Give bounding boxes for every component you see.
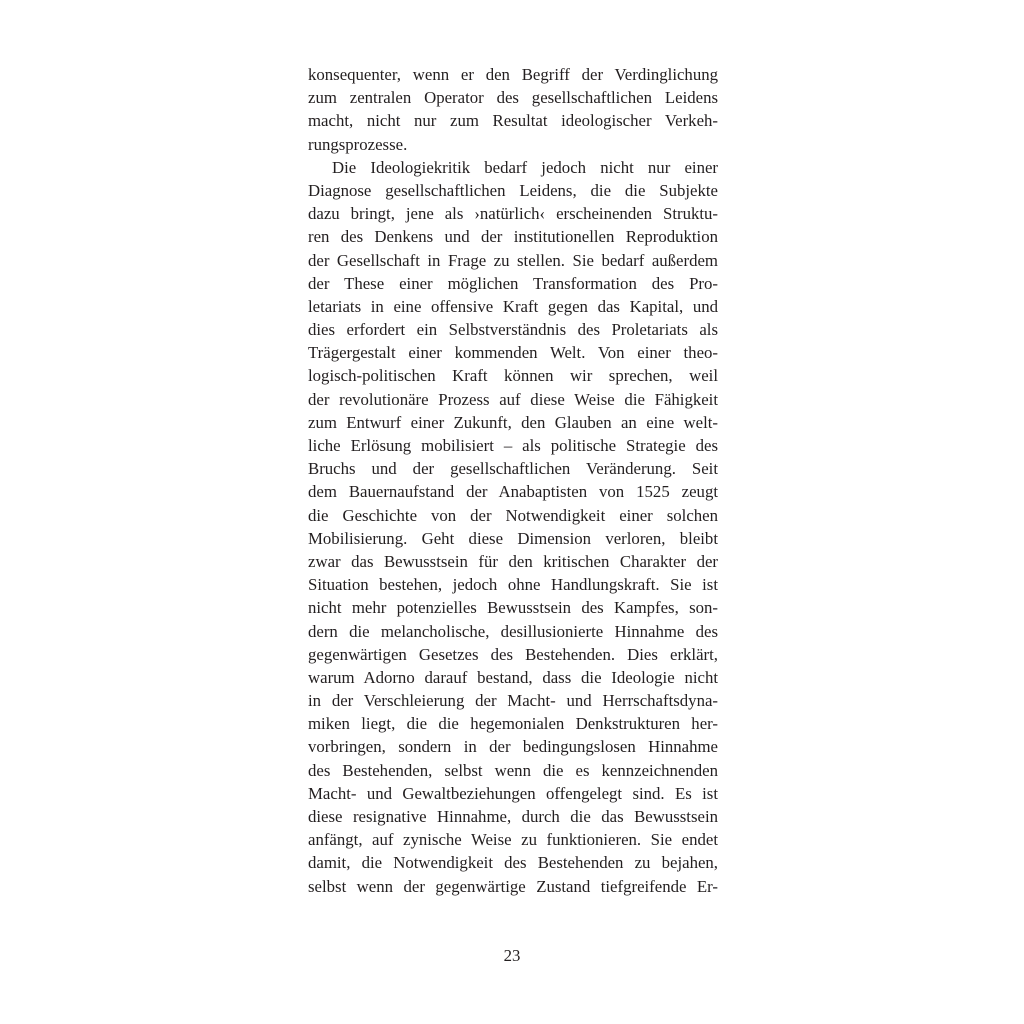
- text-line: Mobilisierung. Geht diese Dimension verloren, bleibt: [308, 528, 718, 548]
- text-line: logisch-politischen Kraft können wir sprechen, weil: [308, 366, 718, 386]
- text-line: damit, die Notwendigkeit des Bestehenden zu bejahen,: [308, 853, 718, 873]
- text-line: Situation bestehen, jedoch ohne Handlungskraft. Sie ist: [308, 575, 718, 595]
- text-line: selbst wenn der gegenwärtige Zustand tiefgreifende Er-: [308, 876, 718, 896]
- text-line: des Bestehenden, selbst wenn die es kennzeichnenden: [308, 760, 718, 780]
- text-line: Diagnose gesellschaftlichen Leidens, die die Subjekte: [308, 180, 718, 200]
- text-line: der revolutionäre Prozess auf diese Weise die Fähigkeit: [308, 389, 718, 409]
- text-line: miken liegt, die die hegemonialen Denkstrukturen her-: [308, 714, 718, 734]
- text-line: nicht mehr potenzielles Bewusstsein des Kampfes, son-: [308, 598, 718, 618]
- text-line: Trägergestalt einer kommenden Welt. Von einer theo-: [308, 343, 718, 363]
- page-body-text: [308, 63, 718, 898]
- paragraph: [308, 63, 718, 156]
- text-line: dazu bringt, jene als ›natürlich‹ erscheinenden Struktu-: [308, 204, 718, 224]
- text-line: in der Verschleierung der Macht- und Herrschaftsdyna-: [308, 691, 718, 711]
- page-number: 23: [503, 946, 521, 965]
- text-line: ren des Denkens und der institutionellen Reproduktion: [308, 227, 718, 247]
- text-line: macht, nicht nur zum Resultat ideologischer Verkeh-: [308, 111, 718, 131]
- text-line: Die Ideologiekritik bedarf jedoch nicht nur einer: [332, 157, 718, 177]
- text-line: Macht- und Gewaltbeziehungen offengelegt sind. Es ist: [308, 783, 718, 803]
- text-line: zwar das Bewusstsein für den kritischen Charakter der: [308, 551, 718, 571]
- text-line: vorbringen, sondern in der bedingungslosen Hinnahme: [308, 737, 718, 757]
- text-line: gegenwärtigen Gesetzes des Bestehenden. Dies erklärt,: [308, 644, 718, 664]
- paragraph: [308, 156, 718, 898]
- text-line: rungsprozesse.: [308, 134, 408, 154]
- text-line: der These einer möglichen Transformation des Pro-: [308, 273, 718, 293]
- text-line: dem Bauernaufstand der Anabaptisten von 1525 zeugt: [308, 482, 718, 502]
- text-line: zum Entwurf einer Zukunft, den Glauben an eine welt-: [308, 412, 718, 432]
- text-line: diese resignative Hinnahme, durch die das Bewusstsein: [308, 807, 718, 826]
- text-line: anfängt, auf zynische Weise zu funktionieren. Sie endet: [308, 830, 718, 850]
- text-line: konsequenter, wenn er den Begriff der Verdinglichung: [308, 65, 718, 84]
- text-line: warum Adorno darauf bestand, dass die Ideologie nicht: [308, 667, 718, 687]
- text-line: letariats in eine offensive Kraft gegen das Kapital, und: [308, 296, 718, 316]
- text-line: der Gesellschaft in Frage zu stellen. Sie bedarf außerdem: [308, 250, 718, 270]
- text-line: dies erfordert ein Selbstverständnis des Proletariats als: [308, 320, 718, 340]
- text-line: Bruchs und der gesellschaftlichen Veränderung. Seit: [308, 459, 718, 479]
- text-line: dern die melancholische, desillusionierte Hinnahme des: [308, 621, 718, 641]
- text-line: zum zentralen Operator des gesellschaftlichen Leidens: [308, 88, 718, 108]
- text-line: die Geschichte von der Notwendigkeit einer solchen: [308, 505, 718, 525]
- text-line: liche Erlösung mobilisiert – als politische Strategie des: [308, 436, 718, 455]
